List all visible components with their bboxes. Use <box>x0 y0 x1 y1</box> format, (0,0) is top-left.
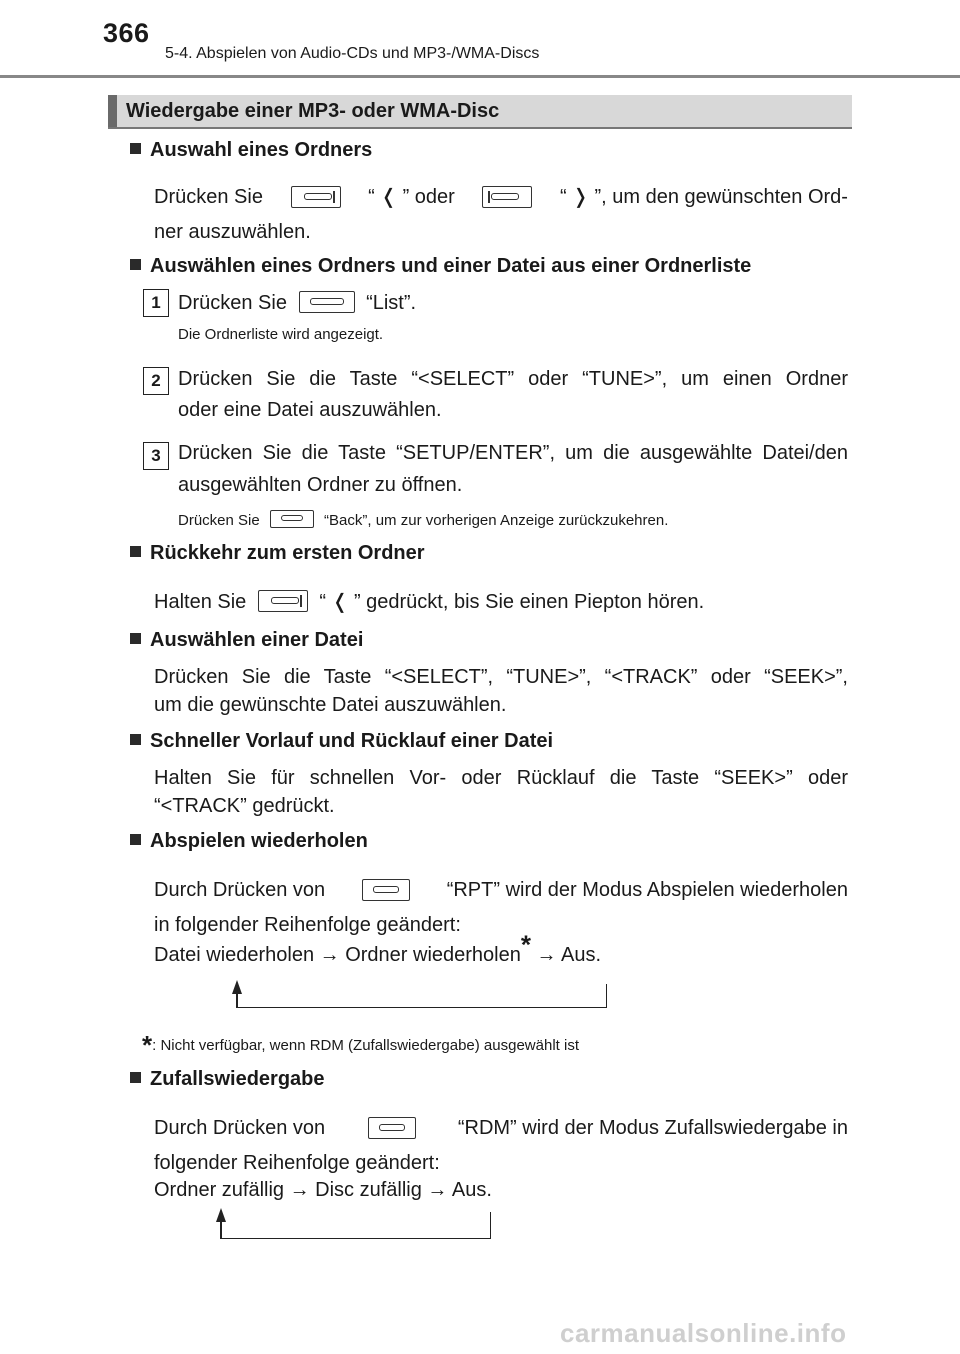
first-folder-text: Halten Sie “ ❬ ” gedrückt, bis Sie einen Piepton hören. <box>154 591 705 613</box>
step-3-note: Drücken Sie “Back”, um zur vorherigen Anzeige zurückzukehren. <box>178 512 669 529</box>
chapter-title: 5-4. Abspielen von Audio-CDs und MP3-/WMA-Discs <box>165 45 540 62</box>
fast-forward-line2: “<TRACK” gedrückt. <box>154 795 335 817</box>
repeat-line2: in folgender Reihenfolge geändert: <box>154 914 461 936</box>
random-line2: folgender Reihenfolge geändert: <box>154 1152 440 1174</box>
section-title: Wiedergabe einer MP3- oder WMA-Disc <box>126 100 500 122</box>
step-number-1: 1 <box>143 289 169 317</box>
square-bullet-icon <box>130 143 141 154</box>
steering-switch-left-icon <box>258 590 308 612</box>
step-2-line2: oder eine Datei auszuwählen. <box>178 399 442 421</box>
step-1-text: Drücken Sie “List”. <box>178 292 417 314</box>
repeat-line1: Durch Drücken von “RPT” wird der Modus Abspielen wiederholen <box>154 879 848 901</box>
footnote-marker: * <box>520 929 531 960</box>
section-accent <box>108 95 117 127</box>
random-line1: Durch Drücken von “RDM” wird der Modus Zufallswiedergabe in <box>154 1117 848 1139</box>
step-2-line1: Drücken Sie die Taste “<SELECT” oder “TUNE>”, um einen Ordner <box>178 368 848 390</box>
steering-switch-right-icon <box>482 186 532 208</box>
list-button-icon <box>299 291 355 313</box>
square-bullet-icon <box>130 734 141 745</box>
heading-first-folder: Rückkehr zum ersten Ordner <box>130 542 425 565</box>
folder-select-line2: ner auszuwählen. <box>154 221 311 243</box>
file-select-line2: um die gewünschte Datei auszuwählen. <box>154 694 507 716</box>
rpt-button-icon <box>362 879 410 901</box>
square-bullet-icon <box>130 633 141 644</box>
random-sequence: Ordner zufällig → Disc zufällig → Aus. <box>154 1179 492 1201</box>
step-1-note: Die Ordnerliste wird angezeigt. <box>178 326 384 343</box>
watermark: carmanualsonline.info <box>560 1318 847 1348</box>
heading-file-select: Auswählen einer Datei <box>130 629 363 652</box>
heading-folder-list: Auswählen eines Ordners und einer Datei aus einer Ordnerliste <box>130 255 751 278</box>
step-number-3: 3 <box>143 442 169 470</box>
random-cycle-line <box>220 1212 491 1239</box>
footnote: *: Nicht verfügbar, wenn RDM (Zufallswiedergabe) ausgewählt ist <box>142 1030 579 1060</box>
steering-switch-left-icon <box>291 186 341 208</box>
square-bullet-icon <box>130 546 141 557</box>
square-bullet-icon <box>130 834 141 845</box>
heading-folder-select: Auswahl eines Ordners <box>130 139 372 162</box>
page-number: 366 <box>103 18 150 48</box>
repeat-sequence: Datei wiederholen → Ordner wiederholen* → Aus. <box>154 929 602 966</box>
fast-forward-line1: Halten Sie für schnellen Vor- oder Rücklauf die Taste “SEEK>” oder <box>154 767 848 789</box>
step-3-line1: Drücken Sie die Taste “SETUP/ENTER”, um die ausgewählte Datei/den <box>178 442 848 464</box>
arrow-up-icon <box>216 1208 226 1222</box>
file-select-line1: Drücken Sie die Taste “<SELECT”, “TUNE>”, “<TRACK” oder “SEEK>”, <box>154 666 848 688</box>
step-number-2: 2 <box>143 367 169 395</box>
back-button-icon <box>270 510 314 528</box>
section-title-bar <box>108 95 852 129</box>
heading-random: Zufallswiedergabe <box>130 1068 325 1091</box>
folder-select-line1: Drücken Sie “ ❬ ” oder “ ❭ ”, um den gewünschten Ord- <box>154 186 848 208</box>
arrow-up-icon <box>232 980 242 994</box>
heading-fast-forward: Schneller Vorlauf und Rücklauf einer Datei <box>130 730 553 753</box>
rdm-button-icon <box>368 1117 416 1139</box>
step-3-line2: ausgewählten Ordner zu öffnen. <box>178 474 463 496</box>
header-rule <box>0 75 960 78</box>
square-bullet-icon <box>130 1072 141 1083</box>
heading-repeat: Abspielen wiederholen <box>130 830 368 853</box>
repeat-cycle-line <box>236 984 607 1008</box>
square-bullet-icon <box>130 259 141 270</box>
